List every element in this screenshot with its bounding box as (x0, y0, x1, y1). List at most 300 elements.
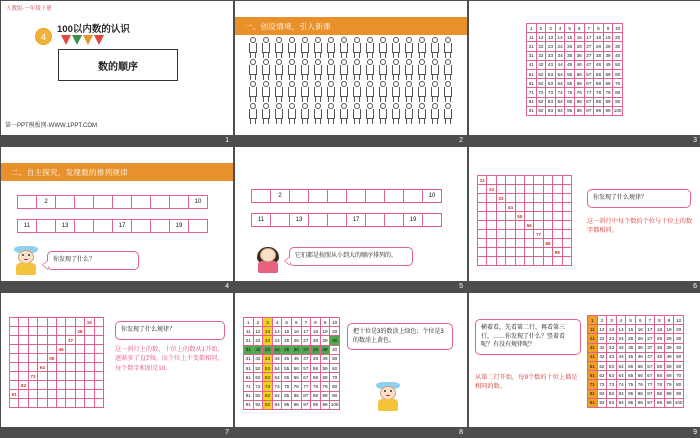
number-cell: 97 (645, 398, 655, 407)
number-cell: 96 (291, 400, 301, 409)
hundred-table (526, 23, 623, 116)
number-cell (478, 230, 487, 239)
number-cell: 3 (263, 318, 273, 327)
slide7-number: 7 (225, 429, 229, 436)
slide-6[interactable] (469, 147, 700, 291)
number-cell: 60 (330, 363, 340, 372)
number-cell: 99 (553, 248, 562, 257)
number-cell: 57 (584, 69, 594, 78)
number-cell: 20 (613, 33, 623, 42)
number-cell (543, 257, 552, 266)
number-cell: 7 (645, 316, 655, 325)
table-row (527, 88, 623, 97)
number-cell: 23 (607, 334, 617, 343)
number-cell: 51 (588, 361, 598, 370)
number-cell (38, 381, 47, 390)
table-row (478, 212, 572, 221)
number-cell (506, 221, 515, 230)
number-cell (10, 336, 19, 345)
number-cell: 70 (330, 373, 340, 382)
strip-cell (189, 220, 208, 233)
table-row (588, 361, 684, 370)
number-cell (19, 390, 28, 399)
number-cell (47, 363, 56, 372)
number-cell: 88 (543, 239, 552, 248)
slide4-speech-bubble: 你发现了什么？ (47, 251, 139, 270)
number-cell: 34 (272, 345, 282, 354)
number-cell: 91 (588, 398, 598, 407)
number-cell (94, 354, 103, 363)
number-cell: 56 (291, 363, 301, 372)
number-cell: 19 (320, 327, 330, 336)
number-cell (56, 363, 65, 372)
number-cell: 65 (282, 373, 292, 382)
eye-icon (384, 390, 386, 392)
number-cell (85, 345, 94, 354)
number-cell: 78 (594, 88, 604, 97)
number-cell (543, 248, 552, 257)
strip-cell: 2 (271, 190, 290, 203)
slide-5[interactable] (235, 147, 467, 291)
number-cell: 61 (527, 79, 537, 88)
number-cell (85, 336, 94, 345)
slide4-banner (1, 163, 233, 181)
number-cell (19, 327, 28, 336)
number-cell (496, 221, 505, 230)
number-cell (515, 221, 524, 230)
number-cell: 96 (574, 106, 584, 115)
number-cell (562, 176, 571, 185)
number-cell: 40 (330, 345, 340, 354)
table-row (244, 354, 340, 363)
number-cell (94, 363, 103, 372)
number-cell: 63 (263, 373, 273, 382)
strip-cell: 11 (18, 220, 37, 233)
number-cell (75, 336, 84, 345)
number-cell (94, 381, 103, 390)
slide7-note: 这一斜行上的数，十位上的数从1开始，逐渐多了直到9，而个位上不变都相同，每个数字相加是10。 (115, 346, 224, 372)
number-cell: 53 (263, 363, 273, 372)
strip-cell: 10 (189, 196, 208, 209)
number-cell (524, 203, 533, 212)
number-cell: 58 (655, 361, 665, 370)
table-row (588, 316, 684, 325)
number-cell (10, 372, 19, 381)
number-cell: 26 (291, 336, 301, 345)
slide1-subtitle-box: 数的顺序 (58, 49, 178, 81)
number-cell (543, 221, 552, 230)
number-cell: 72 (536, 88, 546, 97)
strip-row (18, 196, 208, 209)
number-cell: 54 (616, 361, 626, 370)
number-cell (553, 239, 562, 248)
slide-1[interactable] (1, 1, 233, 145)
number-cell: 39 (603, 51, 613, 60)
number-cell (553, 221, 562, 230)
number-cell (487, 203, 496, 212)
number-cell (28, 363, 37, 372)
number-cell (28, 318, 37, 327)
number-cell: 83 (546, 97, 556, 106)
number-cell: 26 (574, 42, 584, 51)
number-cell: 19 (85, 318, 94, 327)
strip-cell (290, 190, 309, 203)
number-cell: 73 (28, 372, 37, 381)
number-cell (534, 185, 543, 194)
number-cell: 46 (56, 345, 65, 354)
number-cell: 81 (588, 389, 598, 398)
number-cell: 79 (664, 380, 674, 389)
number-cell: 75 (565, 88, 575, 97)
number-cell (56, 390, 65, 399)
number-cell: 88 (594, 97, 604, 106)
number-cell: 2 (536, 24, 546, 33)
number-cell: 6 (635, 316, 645, 325)
number-cell: 58 (594, 69, 604, 78)
number-cell: 28 (311, 336, 321, 345)
number-cell (85, 354, 94, 363)
number-cell: 32 (536, 51, 546, 60)
number-cell: 27 (584, 42, 594, 51)
number-cell (38, 390, 47, 399)
slide1-header: 人教版·一年级下册 (6, 6, 52, 12)
number-cell: 46 (635, 352, 645, 361)
number-cell: 90 (330, 391, 340, 400)
number-cell (75, 345, 84, 354)
number-cell: 57 (301, 363, 311, 372)
number-cell: 1 (527, 24, 537, 33)
number-cell: 85 (282, 391, 292, 400)
number-cell: 15 (282, 327, 292, 336)
number-cell: 96 (635, 398, 645, 407)
number-cell: 51 (527, 69, 537, 78)
girl-avatar (255, 243, 281, 273)
number-cell (10, 318, 19, 327)
number-cell (506, 176, 515, 185)
number-cell (496, 212, 505, 221)
slide1-lesson-badge: 4 (35, 28, 52, 45)
number-cell: 84 (555, 97, 565, 106)
number-cell: 16 (574, 33, 584, 42)
number-cell: 43 (546, 60, 556, 69)
number-cell (19, 363, 28, 372)
number-cell: 66 (635, 371, 645, 380)
number-cell (543, 176, 552, 185)
number-cell: 42 (253, 354, 263, 363)
number-cell: 15 (626, 325, 636, 334)
student-row (247, 103, 455, 124)
number-cell (47, 381, 56, 390)
number-cell (534, 221, 543, 230)
number-cell: 84 (616, 389, 626, 398)
number-cell: 36 (574, 51, 584, 60)
number-cell: 75 (626, 380, 636, 389)
number-cell: 13 (263, 327, 273, 336)
face-icon (380, 386, 396, 400)
number-cell: 71 (527, 88, 537, 97)
number-cell: 49 (664, 352, 674, 361)
table-row (244, 391, 340, 400)
number-cell: 73 (263, 382, 273, 391)
slide-2[interactable] (235, 1, 467, 145)
number-cell (487, 212, 496, 221)
number-cell: 47 (301, 354, 311, 363)
number-cell: 55 (565, 69, 575, 78)
number-cell: 65 (565, 79, 575, 88)
number-cell (487, 194, 496, 203)
number-cell: 55 (626, 361, 636, 370)
number-cell: 4 (616, 316, 626, 325)
number-cell: 24 (616, 334, 626, 343)
number-cell: 74 (616, 380, 626, 389)
number-cell: 93 (546, 106, 556, 115)
number-cell (562, 212, 571, 221)
number-cell: 61 (244, 373, 254, 382)
number-cell (524, 185, 533, 194)
number-cell: 56 (574, 69, 584, 78)
table-row (10, 345, 104, 354)
slide-3[interactable] (469, 1, 700, 145)
number-cell (562, 203, 571, 212)
number-cell: 80 (674, 380, 684, 389)
slide9-note: 从第二行开始，每9个数的十位上都是相同的数。 (475, 374, 578, 391)
table-row (588, 371, 684, 380)
number-cell: 81 (527, 97, 537, 106)
number-cell: 11 (244, 327, 254, 336)
number-cell: 33 (496, 194, 505, 203)
table-row (527, 106, 623, 115)
number-cell: 55 (515, 212, 524, 221)
number-cell: 48 (655, 352, 665, 361)
strip-cell: 17 (347, 214, 366, 227)
number-cell (47, 336, 56, 345)
number-cell (47, 390, 56, 399)
number-cell: 80 (330, 382, 340, 391)
strip-cell (75, 220, 94, 233)
number-cell: 33 (607, 343, 617, 352)
slide4-banner-text: 二、自主探究，发现数的排列规律 (11, 167, 128, 177)
number-cell: 87 (584, 97, 594, 106)
number-cell: 52 (536, 69, 546, 78)
number-cell: 25 (626, 334, 636, 343)
number-cell (19, 372, 28, 381)
number-cell: 37 (66, 336, 75, 345)
number-cell (19, 399, 28, 408)
number-cell: 78 (655, 380, 665, 389)
number-cell (94, 327, 103, 336)
strip-cell (309, 214, 328, 227)
number-cell: 66 (291, 373, 301, 382)
number-cell: 31 (527, 51, 537, 60)
number-cell (56, 381, 65, 390)
number-cell (553, 203, 562, 212)
number-cell: 17 (645, 325, 655, 334)
number-cell: 79 (320, 382, 330, 391)
students-illustration (247, 37, 455, 129)
slide-8[interactable] (235, 293, 467, 437)
strip-cell (18, 196, 37, 209)
number-cell: 17 (584, 33, 594, 42)
number-cell: 77 (534, 230, 543, 239)
number-cell: 79 (603, 88, 613, 97)
number-cell: 27 (301, 336, 311, 345)
slide6-question-bubble: 你发现了什么规律？ (587, 189, 691, 208)
number-cell (478, 194, 487, 203)
number-cell: 71 (588, 380, 598, 389)
number-cell: 35 (282, 345, 292, 354)
number-cell: 83 (263, 391, 273, 400)
number-cell: 16 (635, 325, 645, 334)
number-cell: 53 (607, 361, 617, 370)
number-cell (534, 257, 543, 266)
number-cell (487, 176, 496, 185)
number-cell (562, 257, 571, 266)
number-cell: 66 (524, 221, 533, 230)
number-cell (478, 248, 487, 257)
strip-cell: 13 (290, 214, 309, 227)
number-cell: 93 (263, 400, 273, 409)
number-cell: 53 (546, 69, 556, 78)
strip-cell (366, 214, 385, 227)
number-cell (515, 203, 524, 212)
number-cell: 82 (536, 97, 546, 106)
number-cell: 95 (282, 400, 292, 409)
number-cell: 12 (253, 327, 263, 336)
number-cell: 30 (330, 336, 340, 345)
number-cell: 3 (546, 24, 556, 33)
number-cell (534, 239, 543, 248)
number-cell: 92 (253, 400, 263, 409)
number-cell: 6 (574, 24, 584, 33)
number-cell (534, 176, 543, 185)
strip-cell (94, 196, 113, 209)
number-cell: 98 (655, 398, 665, 407)
number-cell: 59 (664, 361, 674, 370)
number-cell (562, 194, 571, 203)
number-cell: 48 (311, 354, 321, 363)
number-cell: 89 (664, 389, 674, 398)
number-cell (66, 399, 75, 408)
slide5-number: 5 (459, 283, 463, 290)
number-cell (94, 345, 103, 354)
slide-4[interactable] (1, 147, 233, 291)
number-cell (56, 399, 65, 408)
number-cell: 50 (330, 354, 340, 363)
number-cell: 91 (527, 106, 537, 115)
strip-cell (328, 214, 347, 227)
number-cell: 16 (291, 327, 301, 336)
number-cell (506, 194, 515, 203)
number-cell (10, 363, 19, 372)
table-row (10, 390, 104, 399)
number-cell: 81 (244, 391, 254, 400)
slide7-footer (1, 427, 233, 437)
number-cell (10, 345, 19, 354)
face-icon (260, 248, 276, 262)
number-cell: 93 (607, 398, 617, 407)
slide8-footer (235, 427, 467, 437)
number-cell (515, 194, 524, 203)
number-cell (10, 381, 19, 390)
number-cell: 25 (282, 336, 292, 345)
table-row (244, 382, 340, 391)
number-cell (56, 318, 65, 327)
number-cell: 41 (527, 60, 537, 69)
table-row (478, 230, 572, 239)
number-cell: 88 (311, 391, 321, 400)
slide4-number: 4 (225, 283, 229, 290)
number-cell (85, 390, 94, 399)
slide-9[interactable] (469, 293, 700, 437)
number-cell (38, 345, 47, 354)
number-cell (38, 372, 47, 381)
number-cell (10, 354, 19, 363)
number-cell: 14 (555, 33, 565, 42)
number-cell (496, 230, 505, 239)
number-cell (487, 239, 496, 248)
slide-7[interactable] (1, 293, 233, 437)
number-cell: 44 (616, 352, 626, 361)
number-cell (496, 248, 505, 257)
number-cell (94, 318, 103, 327)
table-row (478, 176, 572, 185)
number-cell (28, 327, 37, 336)
number-cell: 52 (597, 361, 607, 370)
number-cell (524, 194, 533, 203)
number-cell: 28 (75, 327, 84, 336)
table-row (478, 257, 572, 266)
number-cell (28, 399, 37, 408)
number-cell: 99 (603, 106, 613, 115)
number-cell: 47 (645, 352, 655, 361)
table-row (244, 336, 340, 345)
number-cell (94, 372, 103, 381)
strip-cell (170, 196, 189, 209)
number-cell: 10 (330, 318, 340, 327)
number-cell: 38 (311, 345, 321, 354)
slide5-footer (235, 281, 467, 291)
number-cell (94, 399, 103, 408)
number-cell: 59 (603, 69, 613, 78)
table-row (244, 318, 340, 327)
number-cell: 61 (588, 371, 598, 380)
number-cell (38, 318, 47, 327)
strip-cell (423, 214, 442, 227)
table-row (527, 51, 623, 60)
number-cell: 86 (635, 389, 645, 398)
number-cell: 31 (588, 343, 598, 352)
number-cell: 67 (645, 371, 655, 380)
strip-cell: 17 (113, 220, 132, 233)
number-cell (515, 176, 524, 185)
slide1-footer (1, 135, 233, 145)
number-cell: 9 (664, 316, 674, 325)
number-cell: 50 (674, 352, 684, 361)
table-row (588, 325, 684, 334)
number-cell: 41 (244, 354, 254, 363)
number-cell: 92 (597, 398, 607, 407)
number-cell: 95 (565, 106, 575, 115)
slide9-number: 9 (693, 429, 697, 436)
slide1-number: 1 (225, 137, 229, 144)
number-cell (553, 212, 562, 221)
number-cell: 21 (244, 336, 254, 345)
number-cell: 29 (603, 42, 613, 51)
number-cell: 60 (674, 361, 684, 370)
slide3-number: 3 (693, 137, 697, 144)
number-cell: 18 (311, 327, 321, 336)
number-cell: 13 (546, 33, 556, 42)
